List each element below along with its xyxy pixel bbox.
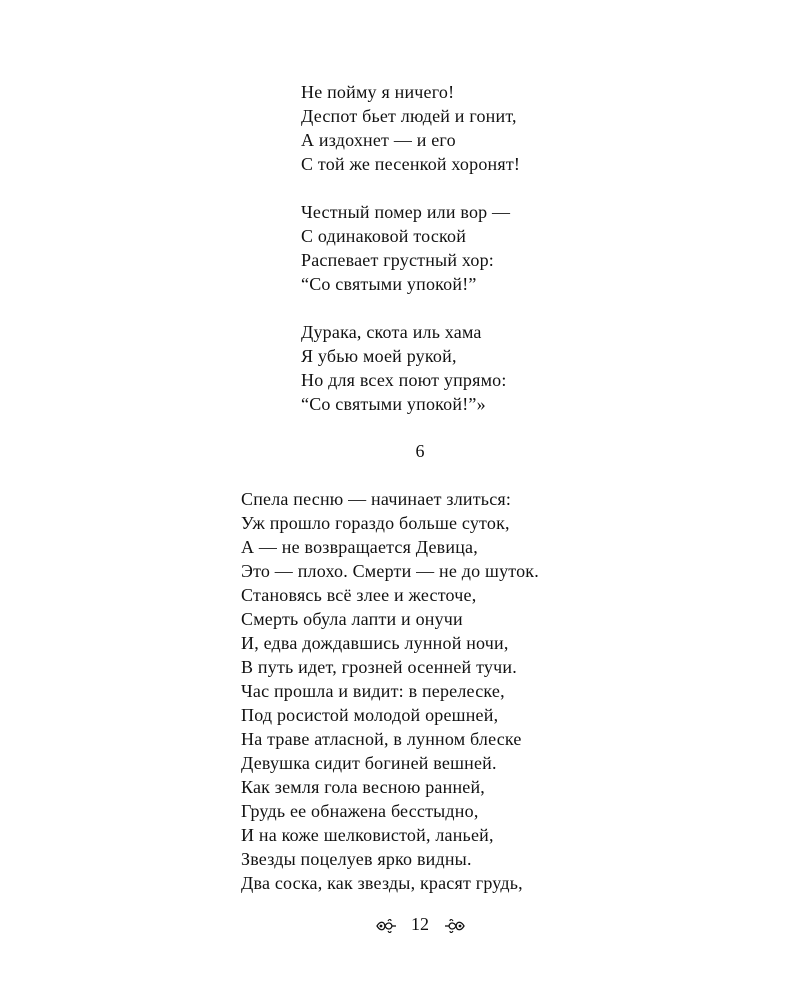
fleuron-left-icon — [375, 916, 397, 932]
poem-line: Два соска, как звезды, красят грудь, — [241, 873, 523, 893]
poem-line: Как земля гола весною ранней, — [241, 777, 486, 797]
poem-line: Становясь всё злее и жесточе, — [241, 585, 477, 605]
poem-line: Не пойму я ничего! — [301, 82, 455, 102]
poem-line: А издохнет — и его — [301, 130, 456, 150]
poem-line: Час прошла и видит: в перелеске, — [241, 681, 505, 701]
poem-line: Дурака, скота иль хама — [301, 322, 482, 342]
fleuron-right-icon — [444, 916, 466, 932]
poem-line: Под росистой молодой орешней, — [241, 705, 499, 725]
page-number: 12 — [411, 913, 429, 934]
poem-line: “Со святыми упокой!” — [301, 274, 477, 294]
poem-line: Уж прошло гораздо больше суток, — [241, 513, 510, 533]
poem-line: Девушка сидит богиней вешней. — [241, 753, 497, 773]
poem-line: Распевает грустный хор: — [301, 250, 494, 270]
poem-line: Смерть обула лапти и онучи — [241, 609, 463, 629]
poem-line: С той же песенкой хоронят! — [301, 154, 521, 174]
poem-line: Я убью моей рукой, — [301, 346, 457, 366]
poem-line: Спела песню — начинает злиться: — [241, 489, 512, 509]
poem-line: Честный помер или вор — — [301, 202, 511, 222]
section-number: 6 — [415, 441, 425, 461]
poem-line: С одинаковой тоской — [301, 226, 467, 246]
poem-line: “Со святыми упокой!”» — [301, 394, 486, 414]
poem-line: А — не возвращается Девица, — [241, 537, 478, 557]
poem-line: В путь идет, грозней осенней тучи. — [241, 657, 517, 677]
poem-line: Но для всех поют упрямо: — [301, 370, 507, 390]
page-footer — [0, 910, 800, 936]
poem-line: Звезды поцелуев ярко видны. — [241, 849, 472, 869]
poem-line: Грудь ее обнажена бесстыдно, — [241, 801, 479, 821]
poem-line: И, едва дождавшись лунной ночи, — [241, 633, 509, 653]
poem-line: На траве атласной, в лунном блеске — [241, 729, 522, 749]
poem-line: И на коже шелковистой, ланьей, — [241, 825, 494, 845]
poem-line: Деспот бьет людей и гонит, — [301, 106, 517, 126]
poem-line: Это — плохо. Смерти — не до шуток. — [241, 561, 539, 581]
